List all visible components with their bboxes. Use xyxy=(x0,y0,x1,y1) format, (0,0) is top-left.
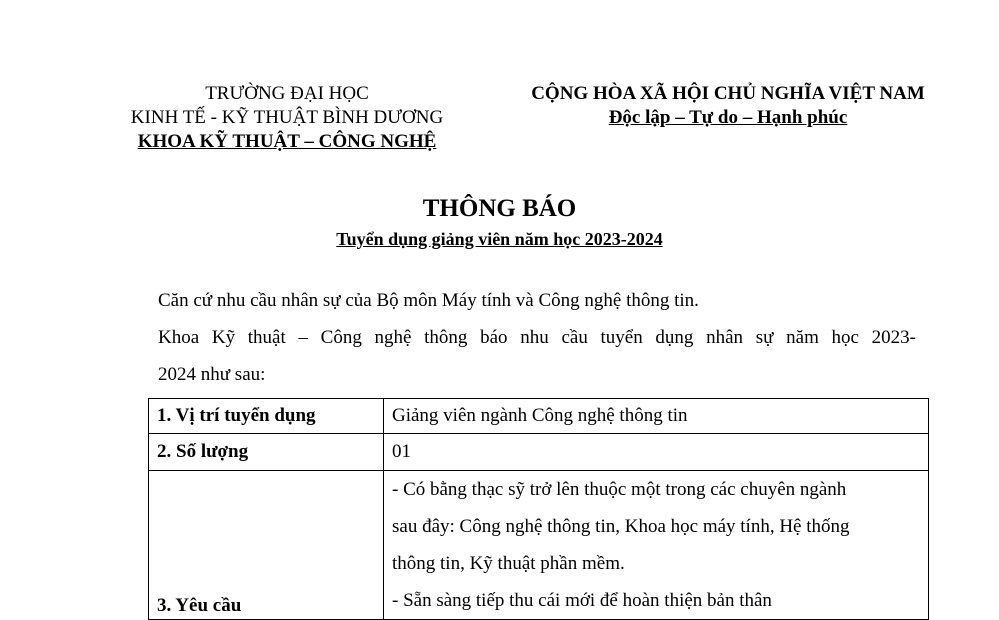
paragraph-announcement-end: 2024 như sau: xyxy=(158,364,266,385)
paragraph-basis: Căn cứ nhu cầu nhân sự của Bộ môn Máy tính và Công nghệ thông tin. xyxy=(158,290,699,311)
table-row xyxy=(149,399,929,434)
quantity-label: 2. Số lượng xyxy=(149,434,384,471)
position-label: 1. Vị trí tuyển dụng xyxy=(149,399,384,434)
university-name-line2: KINH TẾ - KỸ THUẬT BÌNH DƯƠNG xyxy=(130,107,444,128)
table-row xyxy=(149,434,929,471)
requirements-value xyxy=(384,471,929,620)
requirements-label: 3. Yêu cầu xyxy=(149,471,384,620)
position-value: Giảng viên ngành Công nghệ thông tin xyxy=(384,399,929,434)
faculty-name: KHOA KỸ THUẬT – CÔNG NGHỆ xyxy=(137,131,437,152)
issuer-block xyxy=(97,82,477,154)
table-row xyxy=(149,471,929,620)
paragraph-announcement: Khoa Kỹ thuật – Công nghệ thông báo nhu cầu tuyển dụng nhân sự năm học 2023- xyxy=(158,327,916,348)
university-name-line1: TRƯỜNG ĐẠI HỌC xyxy=(205,83,369,104)
recruitment-table xyxy=(148,398,929,620)
requirement-line: sau đây: Công nghệ thông tin, Khoa học máy tính, Hệ thống xyxy=(392,516,850,537)
requirement-line: - Sẵn sàng tiếp thu cái mới để hoàn thiện bản thân xyxy=(392,590,772,611)
quantity-value: 01 xyxy=(384,434,929,471)
national-motto: Độc lập – Tự do – Hạnh phúc xyxy=(608,107,848,128)
national-title-block xyxy=(490,82,966,130)
requirement-line: thông tin, Kỹ thuật phần mềm. xyxy=(392,553,625,574)
document-title: THÔNG BÁO xyxy=(422,195,577,222)
requirement-line: - Có bằng thạc sỹ trở lên thuộc một trong các chuyên ngành xyxy=(392,479,847,500)
national-title: CỘNG HÒA XÃ HỘI CHỦ NGHĨA VIỆT NAM xyxy=(531,83,925,104)
document-subtitle: Tuyển dụng giảng viên năm học 2023-2024 xyxy=(336,229,663,249)
